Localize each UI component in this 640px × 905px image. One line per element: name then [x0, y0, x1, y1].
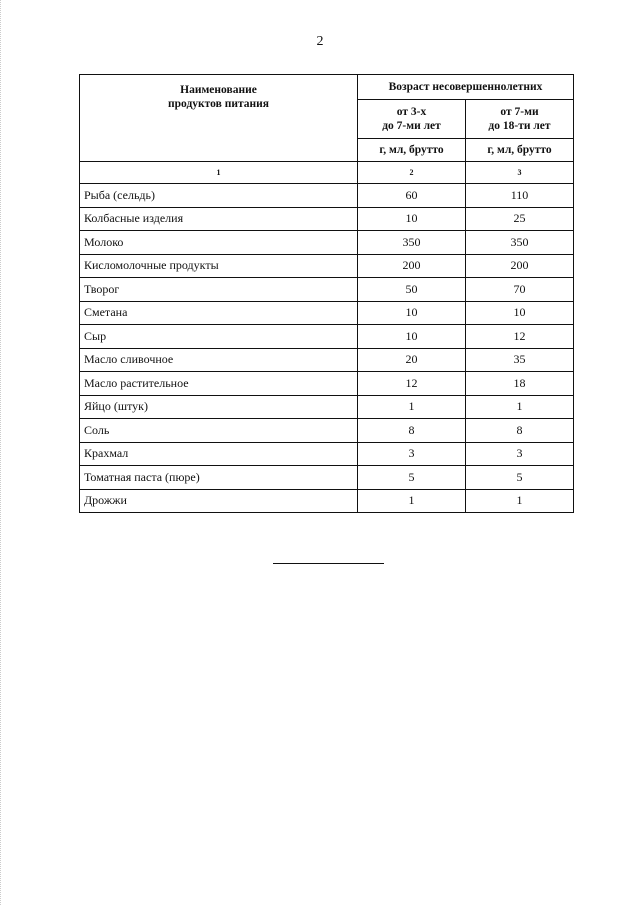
- table-row: [80, 489, 574, 513]
- value-age-3-7: 12: [358, 372, 466, 396]
- table-row: [80, 231, 574, 255]
- column-index-1: 1: [80, 162, 358, 184]
- value-age-3-7: 1: [358, 395, 466, 419]
- value-age-3-7: 10: [358, 207, 466, 231]
- table-row: [80, 419, 574, 443]
- table-row: [80, 207, 574, 231]
- column-index-2: 2: [358, 162, 466, 184]
- header-unit-col3: г, мл, брутто: [466, 139, 574, 162]
- value-age-7-18: 1: [466, 489, 574, 513]
- table-row: [80, 442, 574, 466]
- product-name: Сметана: [80, 301, 358, 325]
- header-product-name-line2: продуктов питания: [168, 98, 269, 110]
- value-age-3-7: 50: [358, 278, 466, 302]
- value-age-3-7: 60: [358, 184, 466, 208]
- product-name: Молоко: [80, 231, 358, 255]
- product-name: Кисломолочные продукты: [80, 254, 358, 278]
- scan-edge-marks: [0, 0, 3, 905]
- food-norms-table: [79, 74, 574, 513]
- header-age-7-18-line1: от 7-ми: [500, 106, 539, 118]
- product-name: Сыр: [80, 325, 358, 349]
- value-age-3-7: 5: [358, 466, 466, 490]
- value-age-7-18: 35: [466, 348, 574, 372]
- column-index-3: 3: [466, 162, 574, 184]
- header-age-3-7-line2: до 7-ми лет: [382, 120, 441, 132]
- value-age-3-7: 10: [358, 301, 466, 325]
- table-row: [80, 325, 574, 349]
- value-age-3-7: 200: [358, 254, 466, 278]
- value-age-7-18: 5: [466, 466, 574, 490]
- product-name: Колбасные изделия: [80, 207, 358, 231]
- value-age-3-7: 1: [358, 489, 466, 513]
- value-age-7-18: 3: [466, 442, 574, 466]
- header-age-group: Возраст несовершеннолетних: [358, 75, 574, 100]
- product-name: Масло растительное: [80, 372, 358, 396]
- product-name: Крахмал: [80, 442, 358, 466]
- header-unit-col2: г, мл, брутто: [358, 139, 466, 162]
- product-name: Яйцо (штук): [80, 395, 358, 419]
- value-age-7-18: 25: [466, 207, 574, 231]
- value-age-7-18: 18: [466, 372, 574, 396]
- product-name: Масло сливочное: [80, 348, 358, 372]
- header-product-name-line1: Наименование: [180, 84, 257, 96]
- value-age-3-7: 350: [358, 231, 466, 255]
- table-row: [80, 278, 574, 302]
- header-product-name: [80, 75, 358, 162]
- product-name: Творог: [80, 278, 358, 302]
- header-age-3-7: [358, 100, 466, 139]
- table-row: [80, 348, 574, 372]
- value-age-7-18: 8: [466, 419, 574, 443]
- value-age-3-7: 20: [358, 348, 466, 372]
- product-name: Соль: [80, 419, 358, 443]
- value-age-7-18: 350: [466, 231, 574, 255]
- value-age-3-7: 3: [358, 442, 466, 466]
- value-age-7-18: 10: [466, 301, 574, 325]
- table-row: [80, 254, 574, 278]
- value-age-7-18: 70: [466, 278, 574, 302]
- table-row: [80, 466, 574, 490]
- end-of-table-divider: [273, 563, 384, 564]
- value-age-7-18: 1: [466, 395, 574, 419]
- header-age-3-7-line1: от 3-х: [396, 106, 427, 118]
- table-row: [80, 395, 574, 419]
- table-row: [80, 301, 574, 325]
- value-age-7-18: 200: [466, 254, 574, 278]
- page-number: 2: [316, 34, 324, 49]
- value-age-7-18: 12: [466, 325, 574, 349]
- value-age-3-7: 8: [358, 419, 466, 443]
- product-name: Рыба (сельдь): [80, 184, 358, 208]
- table-row: [80, 184, 574, 208]
- header-age-7-18: [466, 100, 574, 139]
- product-name: Дрожжи: [80, 489, 358, 513]
- product-name: Томатная паста (пюре): [80, 466, 358, 490]
- header-age-7-18-line2: до 18-ти лет: [488, 120, 551, 132]
- value-age-7-18: 110: [466, 184, 574, 208]
- table-row: [80, 372, 574, 396]
- value-age-3-7: 10: [358, 325, 466, 349]
